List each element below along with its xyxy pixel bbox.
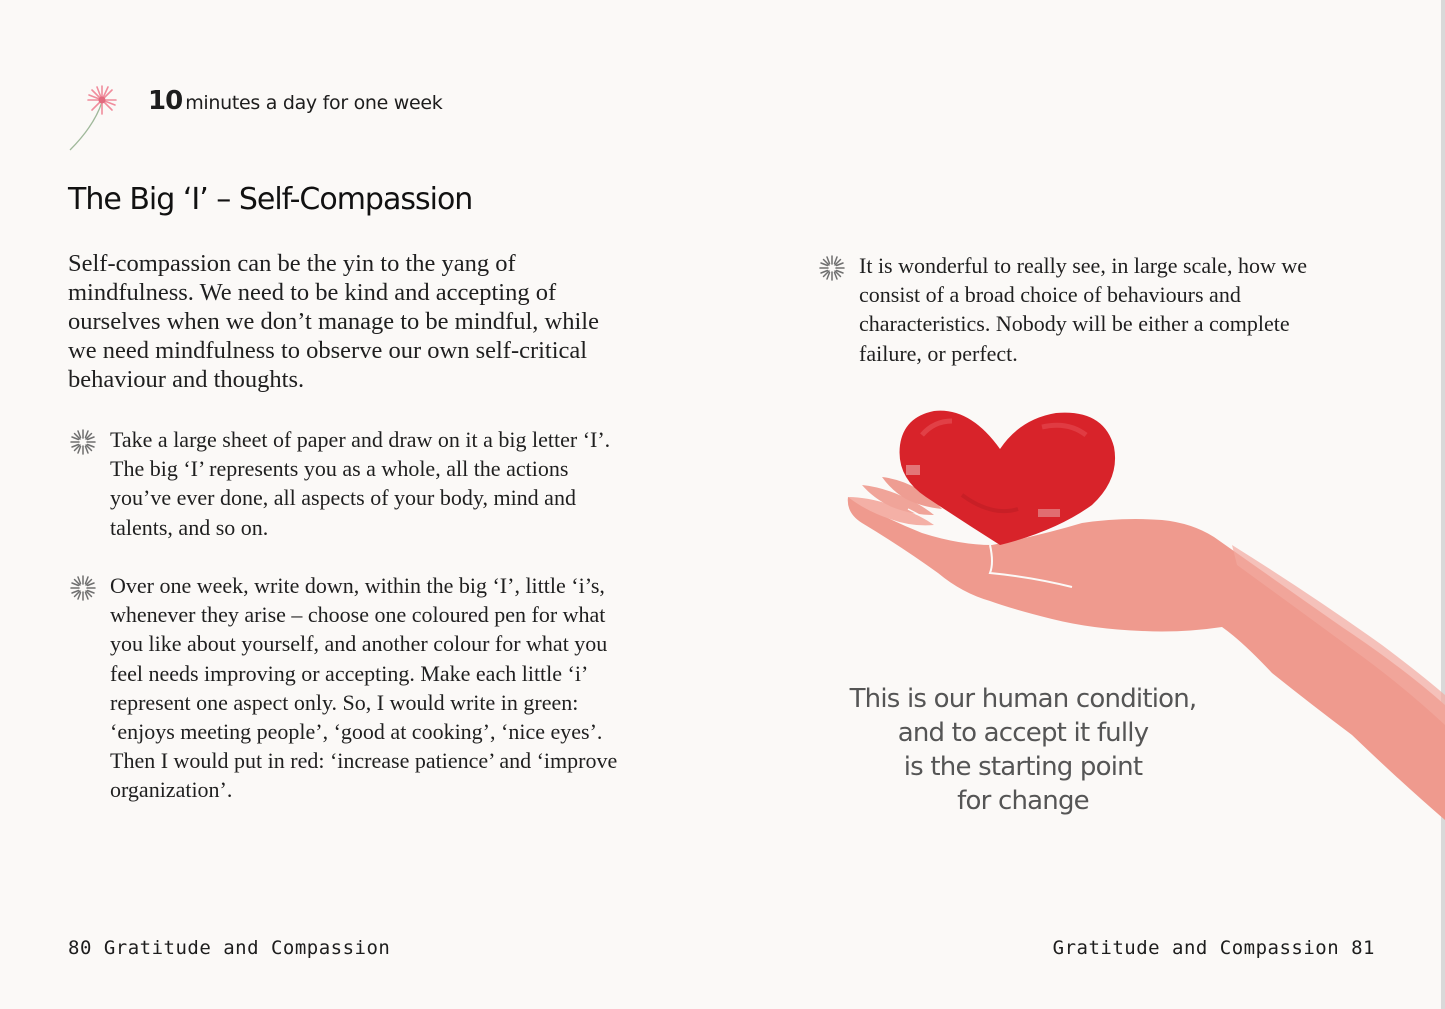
running-head — [148, 86, 443, 116]
quote-line: This is our human condition, — [849, 684, 1197, 714]
bullet-item — [68, 425, 633, 542]
dandelion-flower-icon — [64, 78, 126, 154]
quote-line: for change — [957, 786, 1089, 816]
footer-left: 80 Gratitude and Compassion — [68, 937, 391, 959]
bullet-item — [817, 251, 1337, 368]
quote-line: is the starting point — [903, 752, 1143, 782]
bullet-item — [68, 571, 633, 805]
bullet-text: It is wonderful to really see, in large scale, how we consist of a broad choice of behaviours and characteristics. Nobody will be either a complete failure, or perfect. — [859, 253, 1308, 366]
intro-paragraph: Self-compassion can be the yin to the yang of mindfulness. We need to be kind and accepting of ourselves when we don’t manage to be mindful, while we need mindfulness to observe our own self-critical behaviour and thoughts. — [68, 250, 599, 393]
page-title: The Big ‘I’ – Self-Compassion — [68, 182, 473, 217]
sparkle-icon — [68, 427, 98, 457]
running-head-text: minutes a day for one week — [185, 92, 443, 114]
quote-line: and to accept it fully — [897, 718, 1149, 748]
sparkle-icon — [817, 253, 847, 283]
footer-right: Gratitude and Compassion 81 — [1052, 937, 1375, 959]
running-head-number: 10 — [148, 86, 183, 116]
pull-quote — [818, 682, 1228, 818]
sparkle-icon — [68, 573, 98, 603]
bullet-text: Take a large sheet of paper and draw on it a big letter ‘I’. The big ‘I’ represents you as a whole, all the actions you’ve ever done, all aspects of your body, mind and talents, and so on. — [110, 427, 611, 540]
bullet-text: Over one week, write down, within the big ‘I’, little ‘i’s, whenever they arise – choose one coloured pen for what you like about yourself, and another colour for what you feel needs improving or accepting. Make each little ‘i’ represent one aspect only. So, I would write in green: ‘enjoys meeting people’, ‘good at cooking’, ‘nice eyes’. Then I would put in red: ‘increase patience’ and ‘improve organization’. — [110, 573, 618, 803]
